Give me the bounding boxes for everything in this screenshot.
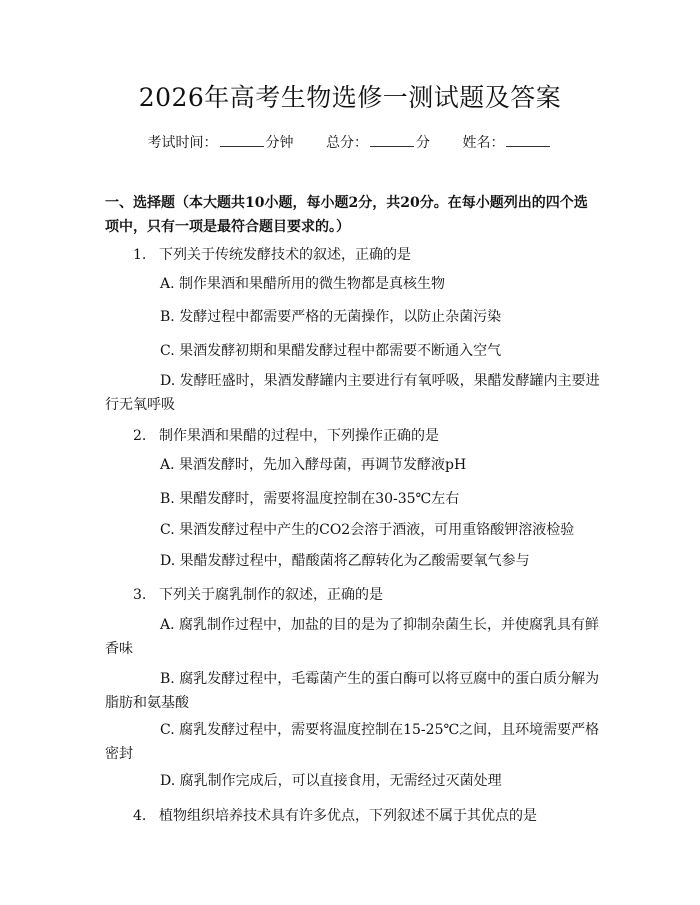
exam-info bbox=[0, 132, 700, 153]
question-1-option-a: A. 制作果酒和果醋所用的微生物都是真核生物 bbox=[160, 276, 446, 292]
question-3-option-a: A. 腐乳制作过程中，加盐的目的是为了抑制杂菌生长，并使腐乳具有鲜香味 bbox=[105, 617, 600, 657]
question-1-option-c: C. 果酒发酵初期和果醋发酵过程中都需要不断通入空气 bbox=[160, 343, 502, 359]
student-name-blank bbox=[506, 132, 550, 147]
total-score-unit: 分 bbox=[416, 135, 430, 151]
student-name bbox=[462, 135, 552, 151]
question-4 bbox=[133, 806, 537, 826]
student-name-label: 姓名： bbox=[462, 135, 505, 151]
section-heading: 一、选择题（本大题共10小题，每小题2分，共20分。在每小题列出的四个选项中，只有一项是最符合题目要求的。） bbox=[105, 195, 588, 235]
question-2 bbox=[133, 426, 439, 446]
total-score-label: 总分： bbox=[326, 135, 368, 151]
exam-time-unit: 分钟 bbox=[265, 135, 294, 151]
question-3 bbox=[133, 585, 383, 605]
question-number: 1. bbox=[133, 247, 147, 263]
question-stem: 制作果酒和果醋的过程中，下列操作正确的是 bbox=[159, 428, 439, 444]
question-stem: 植物组织培养技术具有许多优点，下列叙述不属于其优点的是 bbox=[159, 808, 537, 824]
question-2-option-a: A. 果酒发酵时，先加入酵母菌，再调节发酵液pH bbox=[160, 457, 467, 473]
exam-time-label: 考试时间： bbox=[147, 135, 218, 151]
question-3-option-d: D. 腐乳制作完成后，可以直接食用，无需经过灭菌处理 bbox=[160, 773, 502, 789]
question-3-option-c: C. 腐乳发酵过程中，需要将温度控制在15-25℃之间，且环境需要严格密封 bbox=[105, 722, 600, 762]
total-score bbox=[326, 135, 430, 151]
total-score-blank bbox=[370, 132, 414, 147]
exam-time-blank bbox=[220, 132, 264, 147]
question-stem: 下列关于腐乳制作的叙述，正确的是 bbox=[159, 587, 383, 603]
question-number: 2. bbox=[133, 428, 147, 444]
question-1-option-d: D. 发酵旺盛时，果酒发酵罐内主要进行有氧呼吸，果醋发酵罐内主要进行无氧呼吸 bbox=[105, 373, 600, 413]
question-stem: 下列关于传统发酵技术的叙述，正确的是 bbox=[159, 247, 411, 263]
question-2-option-d: D. 果醋发酵过程中，醋酸菌将乙醇转化为乙酸需要氧气参与 bbox=[160, 553, 530, 569]
question-2-option-b: B. 果醋发酵时，需要将温度控制在30-35℃左右 bbox=[160, 491, 460, 507]
exam-time bbox=[148, 135, 294, 151]
question-number: 3. bbox=[133, 587, 147, 603]
question-1 bbox=[133, 245, 411, 265]
question-2-option-c: C. 果酒发酵过程中产生的CO2会溶于酒液，可用重铬酸钾溶液检验 bbox=[160, 522, 575, 538]
question-number: 4. bbox=[133, 808, 147, 824]
question-1-option-b: B. 发酵过程中都需要严格的无菌操作，以防止杂菌污染 bbox=[160, 309, 502, 325]
page-title: 2026年高考生物选修一测试题及答案 bbox=[138, 83, 562, 112]
question-3-option-b: B. 腐乳发酵过程中，毛霉菌产生的蛋白酶可以将豆腐中的蛋白质分解为脂肪和氨基酸 bbox=[105, 671, 600, 711]
